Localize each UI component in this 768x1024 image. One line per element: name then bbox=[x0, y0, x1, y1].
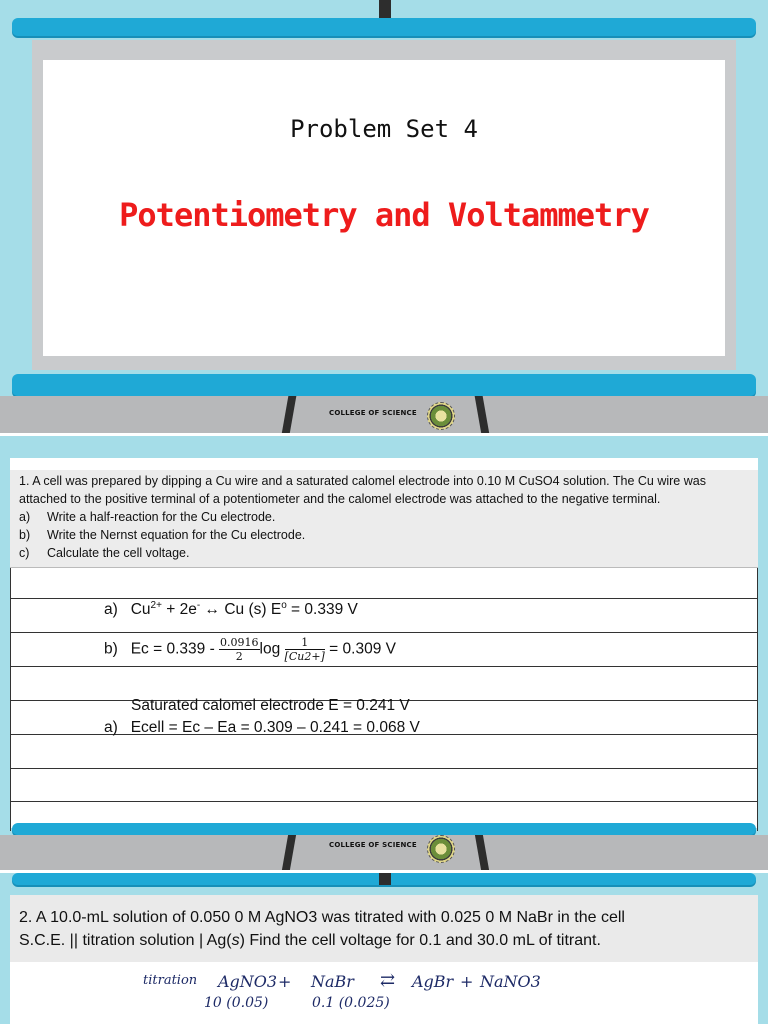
rule-line bbox=[10, 768, 758, 769]
college-seal-icon bbox=[427, 835, 455, 863]
question-line: 2. A 10.0-mL solution of 0.050 0 M AgNO3 was titrated with 0.025 0 M NaBr in the cell bbox=[19, 909, 625, 926]
rule-line bbox=[10, 632, 758, 633]
page-title: Problem Set 4 bbox=[290, 115, 478, 143]
handwritten-plus: + bbox=[460, 972, 474, 991]
question-item: b) Write the Nernst equation for the Cu electrode. bbox=[19, 528, 306, 542]
answer-c: a) Ecell = Ec – Ea = 0.309 – 0.241 = 0.068 V bbox=[104, 719, 420, 736]
handwritten-equilibrium: ⇄ bbox=[380, 970, 396, 991]
fraction: $\frac{1}{[Cu2+]}$ bbox=[284, 636, 325, 663]
slide-title bbox=[0, 0, 768, 433]
handwritten-plus: + bbox=[278, 972, 292, 991]
board-hook bbox=[379, 873, 391, 885]
answer-a: a) $Cu^{2+} + 2e^-$ ↔ Cu (s) $E^o = 0.339$ V bbox=[104, 600, 358, 619]
rule-line bbox=[10, 801, 758, 802]
board-hook bbox=[379, 0, 391, 20]
bottom-rail bbox=[12, 374, 756, 396]
page-subtitle: Potentiometry and Voltammetry bbox=[119, 196, 649, 234]
rule-line bbox=[10, 666, 758, 667]
college-label: COLLEGE OF SCIENCE bbox=[329, 409, 417, 417]
handwritten-reactant: AgNO3 bbox=[218, 972, 278, 991]
problem-2-question bbox=[10, 895, 758, 962]
top-rail bbox=[12, 18, 756, 36]
rule-line-side bbox=[757, 568, 758, 831]
rule-line bbox=[10, 598, 758, 599]
handwritten-label: titration bbox=[143, 973, 198, 988]
handwritten-product: AgBr bbox=[412, 972, 454, 991]
answer-b: b) Ec = 0.339 - $\frac{0.0916}{2}$ log $\frac{1}{[Cu2+]}$ = 0.309 V bbox=[104, 636, 396, 663]
fraction: $\frac{0.0916}{2}$ bbox=[220, 636, 259, 663]
question-item: a) Write a half-reaction for the Cu electrode. bbox=[19, 510, 276, 524]
question-item: c) Calculate the cell voltage. bbox=[19, 546, 190, 560]
rule-line-side bbox=[10, 568, 11, 831]
college-label: COLLEGE OF SCIENCE bbox=[329, 841, 417, 849]
handwritten-product: NaNO3 bbox=[480, 972, 541, 991]
question-line: S.C.E. || titration solution | Ag(s) Find the cell voltage for 0.1 and 30.0 mL of titrant. bbox=[19, 932, 601, 949]
problem-1-question bbox=[10, 470, 758, 568]
handwritten-amount: 0.1 (0.025) bbox=[312, 995, 390, 1011]
problem-1-rail bbox=[12, 823, 756, 835]
college-seal-icon bbox=[427, 402, 455, 430]
question-line: 1. A cell was prepared by dipping a Cu wire and a saturated calomel electrode into 0.10 M CuSO4 solution. The Cu wire was bbox=[19, 474, 706, 488]
answer-sce: Saturated calomel electrode E = 0.241 V bbox=[131, 697, 410, 714]
handwritten-amount: 10 (0.05) bbox=[204, 995, 269, 1011]
question-line: attached to the positive terminal of a potentiometer and the calomel electrode was attached to the negative terminal. bbox=[19, 492, 661, 506]
handwritten-reactant: NaBr bbox=[311, 972, 354, 991]
